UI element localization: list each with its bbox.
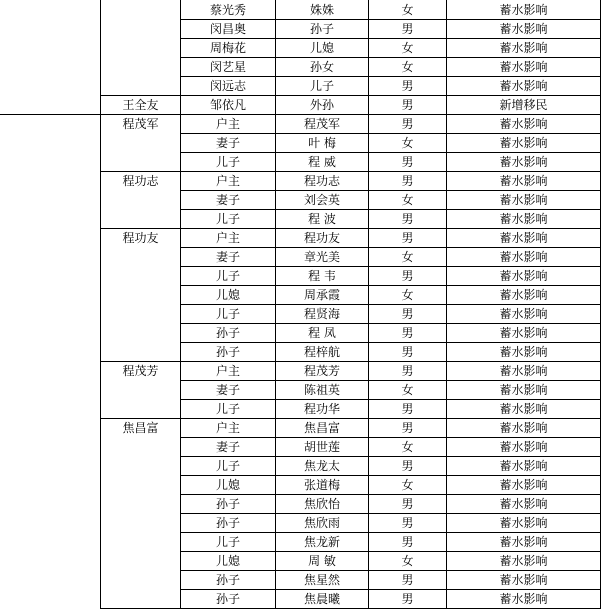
category-cell: 蓄水影响 [499,573,548,587]
category-cell: 蓄水影响 [499,231,548,245]
member-cell: 邹依凡 [209,98,246,112]
gender-cell: 女 [401,3,414,17]
household-head-cell [101,514,180,533]
member-cell: 闵昌奥 [209,22,246,36]
gender-cell: 男 [401,421,414,435]
gender-cell: 男 [401,497,414,511]
gender-cell: 男 [401,364,414,378]
name-cell: 焦欣怡 [303,497,340,511]
name-cell: 焦欣雨 [303,516,340,530]
member-cell: 儿媳 [215,288,240,302]
gender-cell: 男 [401,592,414,606]
name-cell: 周 敏 [308,554,336,568]
category-cell: 蓄水影响 [499,345,548,359]
name-cell: 叶 梅 [308,136,336,150]
name-cell: 周承霞 [303,288,340,302]
household-head-cell [101,533,180,552]
household-head-cell: 程茂军 [122,117,159,131]
name-cell: 程贤海 [303,307,340,321]
member-cell: 户主 [215,174,240,188]
household-head-cell: 程功志 [122,174,159,188]
category-cell: 蓄水影响 [499,364,548,378]
member-cell: 孙子 [215,592,240,606]
household-head-cell: 程茂芳 [122,364,159,378]
category-cell: 蓄水影响 [499,117,548,131]
household-head-cell [101,324,180,343]
gender-cell: 男 [401,345,414,359]
member-cell: 孙子 [215,345,240,359]
name-cell: 姝姝 [309,3,334,17]
household-head-cell [101,305,180,324]
name-cell: 焦龙新 [303,535,340,549]
category-cell: 蓄水影响 [499,497,548,511]
name-cell: 孙女 [309,60,334,74]
household-head-cell [101,552,180,571]
household-head-cell [101,571,180,590]
household-head-cell [101,210,180,229]
category-cell: 蓄水影响 [499,174,548,188]
household-head-cell: 程功友 [122,231,159,245]
member-cell: 妻子 [215,250,240,264]
gender-cell: 男 [401,22,414,36]
name-cell: 焦星然 [303,573,340,587]
category-cell: 蓄水影响 [499,459,548,473]
member-cell: 户主 [215,231,240,245]
category-cell: 蓄水影响 [499,212,548,226]
household-head-cell [101,590,180,609]
category-cell: 蓄水影响 [499,592,548,606]
name-cell: 章光美 [303,250,340,264]
margin-rule [0,114,100,115]
category-cell: 新增移民 [499,98,548,112]
member-cell: 儿子 [215,459,240,473]
member-cell: 妻子 [215,440,240,454]
category-cell: 蓄水影响 [499,41,548,55]
household-head-cell [101,58,180,77]
name-cell: 外孙 [309,98,334,112]
name-cell: 儿媳 [309,41,334,55]
household-head-cell [101,495,180,514]
name-cell: 张道梅 [303,478,340,492]
name-cell: 程功华 [303,402,340,416]
category-cell: 蓄水影响 [499,402,548,416]
household-head-cell [101,134,180,153]
name-cell: 程 威 [308,155,336,169]
name-cell: 焦晨曦 [303,592,340,606]
category-cell: 蓄水影响 [499,155,548,169]
gender-cell: 女 [401,60,414,74]
category-cell: 蓄水影响 [499,516,548,530]
name-cell: 陈祖英 [303,383,340,397]
name-cell: 焦龙太 [303,459,340,473]
member-cell: 儿子 [215,307,240,321]
household-head-cell [101,267,180,286]
category-cell: 蓄水影响 [499,269,548,283]
member-cell: 儿媳 [215,554,240,568]
household-head-cell: 焦昌富 [122,421,159,435]
gender-cell: 男 [401,212,414,226]
household-head-cell [101,248,180,267]
member-cell: 户主 [215,421,240,435]
name-cell: 程茂军 [303,117,340,131]
name-cell: 孙子 [309,22,334,36]
household-head-cell [101,1,180,20]
member-cell: 儿子 [215,212,240,226]
gender-cell: 男 [401,402,414,416]
name-cell: 焦昌富 [303,421,340,435]
household-head-cell [101,153,180,172]
gender-cell: 男 [401,98,414,112]
household-head-cell: 王全友 [122,98,159,112]
gender-cell: 女 [401,250,414,264]
category-cell: 蓄水影响 [499,3,548,17]
member-cell: 闵艺星 [209,60,246,74]
gender-cell: 女 [401,383,414,397]
name-cell: 刘会英 [303,193,340,207]
household-head-cell [101,77,180,96]
household-head-cell [101,400,180,419]
household-head-cell [101,381,180,400]
member-cell: 闵远志 [209,79,246,93]
household-head-cell [101,191,180,210]
category-cell: 蓄水影响 [499,440,548,454]
gender-cell: 女 [401,41,414,55]
member-cell: 蔡光秀 [209,3,246,17]
member-cell: 孙子 [215,573,240,587]
gender-cell: 男 [401,459,414,473]
member-cell: 儿子 [215,155,240,169]
gender-cell: 男 [401,231,414,245]
category-cell: 蓄水影响 [499,478,548,492]
gender-cell: 男 [401,516,414,530]
name-cell: 程茂芳 [303,364,340,378]
member-cell: 儿子 [215,402,240,416]
household-head-cell [101,20,180,39]
category-cell: 蓄水影响 [499,136,548,150]
household-head-cell [101,286,180,305]
category-cell: 蓄水影响 [499,326,548,340]
member-cell: 妻子 [215,383,240,397]
gender-cell: 女 [401,288,414,302]
household-head-cell [101,438,180,457]
household-head-cell [101,39,180,58]
gender-cell: 男 [401,326,414,340]
name-cell: 程 韦 [308,269,336,283]
category-cell: 蓄水影响 [499,79,548,93]
gender-cell: 男 [401,79,414,93]
member-cell: 周梅花 [209,41,246,55]
gender-cell: 男 [401,155,414,169]
gender-cell: 女 [401,554,414,568]
category-cell: 蓄水影响 [499,250,548,264]
name-cell: 儿子 [309,79,334,93]
category-cell: 蓄水影响 [499,22,548,36]
name-cell: 程梓航 [303,345,340,359]
gender-cell: 男 [401,174,414,188]
name-cell: 程 波 [308,212,336,226]
household-head-cell [101,476,180,495]
gender-cell: 女 [401,136,414,150]
category-cell: 蓄水影响 [499,193,548,207]
category-cell: 蓄水影响 [499,60,548,74]
category-cell: 蓄水影响 [499,307,548,321]
gender-cell: 女 [401,193,414,207]
gender-cell: 男 [401,117,414,131]
member-cell: 孙子 [215,326,240,340]
gender-cell: 女 [401,478,414,492]
member-cell: 儿子 [215,269,240,283]
gender-cell: 男 [401,307,414,321]
category-cell: 蓄水影响 [499,383,548,397]
member-cell: 儿媳 [215,478,240,492]
member-cell: 户主 [215,364,240,378]
category-cell: 蓄水影响 [499,535,548,549]
gender-cell: 男 [401,269,414,283]
member-cell: 户主 [215,117,240,131]
name-cell: 程功友 [303,231,340,245]
gender-cell: 男 [401,573,414,587]
category-cell: 蓄水影响 [499,421,548,435]
name-cell: 程功志 [303,174,340,188]
member-cell: 孙子 [215,497,240,511]
gender-cell: 女 [401,440,414,454]
member-cell: 妻子 [215,193,240,207]
member-cell: 孙子 [215,516,240,530]
member-cell: 妻子 [215,136,240,150]
category-cell: 蓄水影响 [499,288,548,302]
gender-cell: 男 [401,535,414,549]
member-cell: 儿子 [215,535,240,549]
household-head-cell [101,457,180,476]
name-cell: 胡世莲 [303,440,340,454]
category-cell: 蓄水影响 [499,554,548,568]
name-cell: 程 凤 [308,326,336,340]
household-head-cell [101,343,180,362]
